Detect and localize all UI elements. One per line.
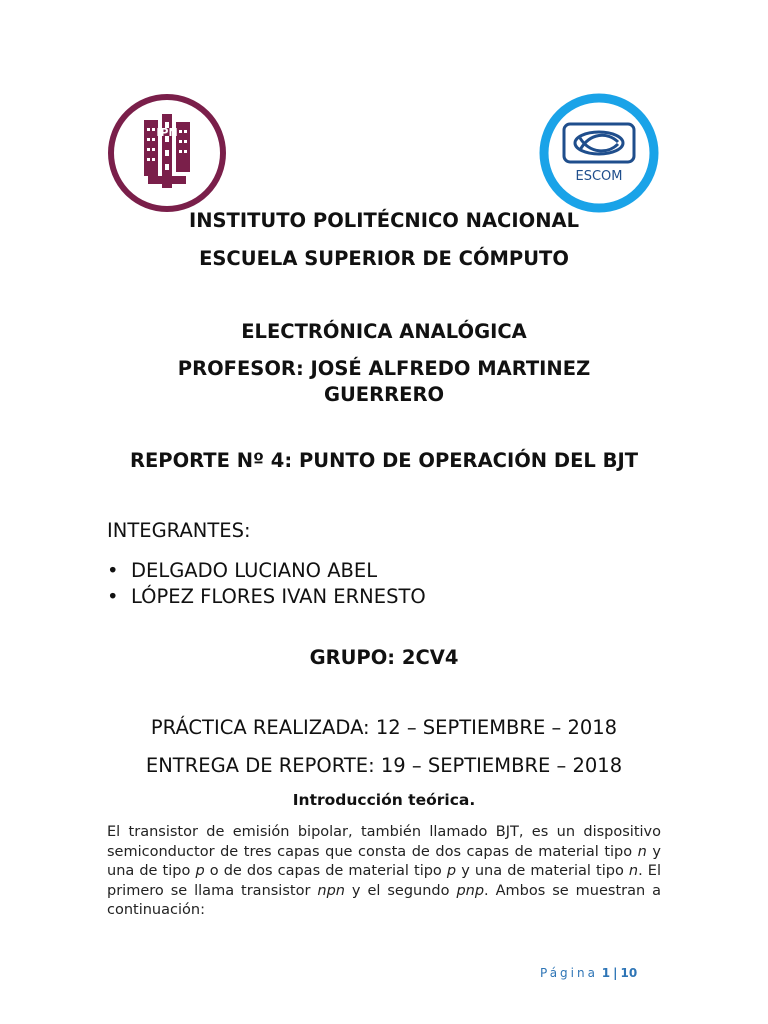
page-footer [540,966,637,980]
ipn-seal-text: IPN [156,126,178,139]
page-number: 1 [601,966,611,980]
ipn-logo [106,92,228,214]
intro-text-run: . El primero se llama transistor [107,863,661,899]
intro-text-run: El transistor de emisión bipolar, también llamado BJT, es un dispositivo semiconductor de tres capas que consta de dos capas de material tipo [107,824,661,860]
team-member: • LÓPEZ FLORES IVAN ERNESTO [107,584,426,610]
escom-logo [538,92,660,214]
intro-text-run-italic: n [637,843,647,860]
school-name: ESCUELA SUPERIOR DE CÓMPUTO [199,247,569,270]
intro-text-run: y una de tipo [107,843,661,879]
intro-heading: Introducción teórica. [292,791,476,809]
escom-logo-text: ESCOM [575,169,623,184]
team-members-list [107,558,426,610]
team-member: • DELGADO LUCIANO ABEL [107,558,426,584]
page-label: Página [540,966,598,980]
professor-line-2: GUERRERO [323,383,445,406]
professor-line-1: PROFESOR: JOSÉ ALFREDO MARTINEZ [177,357,591,380]
intro-text-run-italic: npn [317,882,345,899]
intro-text-run-italic: p [195,863,205,879]
intro-text-run-italic: n [628,863,639,879]
intro-text-run: o de dos capas de material tipo [204,863,447,879]
intro-text-run: y el segundo [344,882,457,899]
group-label: GRUPO: 2CV4 [309,646,459,669]
page-total: 10 [620,966,638,980]
team-label: INTEGRANTES: [107,519,251,542]
report-title: REPORTE Nº 4: PUNTO DE OPERACIÓN DEL BJT [129,449,639,472]
intro-text-run: y una de material tipo [456,863,629,879]
intro-paragraph [107,823,661,921]
course-name: ELECTRÓNICA ANALÓGICA [241,320,527,343]
institution-name: INSTITUTO POLITÉCNICO NACIONAL [188,209,580,232]
intro-text-run-italic: p [446,863,457,879]
practice-date: PRÁCTICA REALIZADA: 12 – SEPTIEMBRE – 2018 [150,716,618,739]
page-separator: | [613,966,618,980]
intro-text-run: . Ambos se muestran a continuación: [107,882,662,918]
intro-text-run-italic: pnp [456,882,485,899]
delivery-date: ENTREGA DE REPORTE: 19 – SEPTIEMBRE – 2018 [145,754,623,777]
